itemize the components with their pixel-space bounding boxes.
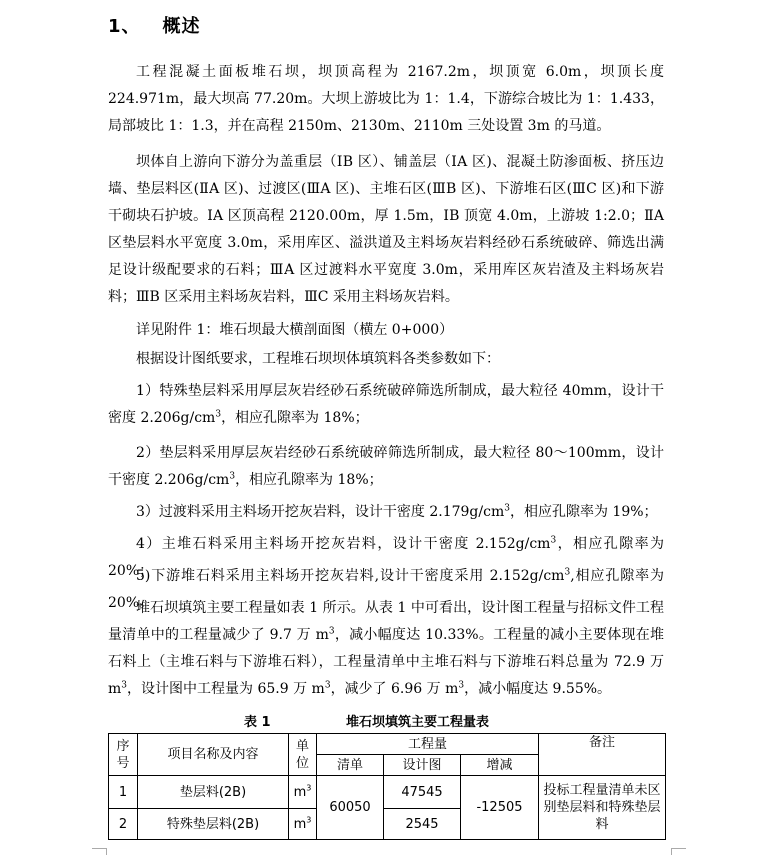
- header-list: 清单: [317, 755, 384, 776]
- table-caption-title: 堆石坝填筑主要工程量表: [346, 715, 490, 730]
- paragraph-params-intro: 根据设计图纸要求，工程堆石坝坝体填筑料各类参数如下：: [136, 351, 500, 367]
- paragraph-downstream-rockfill: 5)下游堆石料采用主料场开挖灰岩料,设计干密度采用 $2.152g/cm^3$,相应孔隙率为 20%。: [108, 567, 664, 611]
- page-corner-mark-right: [671, 848, 686, 855]
- row-no: 1: [109, 776, 138, 809]
- header-item: 项目名称及内容: [138, 734, 289, 776]
- row-remark-merged: 投标工程量清单未区别垫层料和特殊垫层料: [539, 776, 666, 840]
- row-no: 2: [109, 809, 138, 840]
- page-corner-mark-left: [92, 848, 107, 855]
- paragraph-dam-zones: 坝体自上游向下游分为盖重层（ⅠB 区）、铺盖层（ⅠA 区)、混凝土防渗面板、挤压边墙、垫层料区(ⅡA 区)、过渡区(ⅢA 区)、主堆石区(ⅢB 区)、下游堆石区(ⅢC 区)和下游干砌块石护坡。ⅠA 区顶高程 2120.00m，厚 1.5m，ⅠB 顶宽 4.0m，上游坡 1:2.0；ⅡA 区垫层料水平宽度 3.0m，采用库区、溢洪道及主料场灰岩料经砂石系统破碎、筛选出满足设计级配要求的石料；ⅢA 区过渡料水平宽度 3.0m，采用库区灰岩渣及主料场灰岩料；ⅢB 区采用主料场灰岩料，ⅢC 采用主料场灰岩料。: [108, 154, 664, 305]
- row-unit: $m^3$: [289, 809, 317, 840]
- row-design: 47545: [384, 776, 461, 809]
- paragraph-quantities-summary: 堆石坝填筑主要工程量如表 1 所示。从表 1 中可看出，设计图工程量与招标文件工程量清单中的工程量减少了 9.7 万 $m^3$，减小幅度达 10.33%。工程量的减小主要体现在堆石料上（主堆石料与下游堆石料），工程量清单中主堆石料与下游堆石料总量为 72.9 万 $m^3$，设计图中工程量为 65.9 万 $m^3$，减少了 6.96 万 $m^3$，减小幅度达 9.55%。: [108, 600, 665, 697]
- section-title: 概述: [162, 16, 201, 37]
- paragraph-attachment-ref: 详见附件 1：堆石坝最大横剖面图（横左 0+000）: [136, 322, 454, 338]
- header-unit: 单位: [289, 734, 317, 776]
- row-change-merged: -12505: [461, 776, 539, 840]
- row-list-merged: 60050: [317, 776, 384, 840]
- paragraph-cushion: 2）垫层料采用厚层灰岩经砂石系统破碎筛选所制成，最大粒径 80～100mm，设计干密度 $2.206g/cm^3$，相应孔隙率为 18%；: [108, 445, 664, 488]
- header-design: 设计图: [384, 755, 461, 776]
- row-item: 特殊垫层料(2B): [138, 809, 289, 840]
- table-header-row: [109, 734, 666, 755]
- row-unit: $m^3$: [289, 776, 317, 809]
- section-number: 1、: [108, 16, 141, 37]
- row-design: 2545: [384, 809, 461, 840]
- paragraph-transition: 3）过渡料采用主料场开挖灰岩料，设计干密度 $2.179g/cm^3$，相应孔隙率为 19%；: [136, 503, 658, 520]
- table-row: [109, 776, 666, 809]
- header-change: 增减: [461, 755, 539, 776]
- header-remark: 备注: [539, 734, 666, 776]
- row-item: 垫层料(2B): [138, 776, 289, 809]
- header-no: 序号: [109, 734, 138, 776]
- section-heading: [108, 12, 201, 38]
- paragraph-main-rockfill: 4）主堆石料采用主料场开挖灰岩料，设计干密度 $2.152g/cm^3$，相应孔隙率为 20%；: [108, 535, 665, 579]
- paragraph-special-cushion: 1）特殊垫层料采用厚层灰岩经砂石系统破碎筛选所制成，最大粒径 40mm，设计干密度 $2.206g/cm^3$，相应孔隙率为 18%；: [108, 383, 664, 426]
- quantities-table: [108, 733, 666, 840]
- header-quantity: 工程量: [317, 734, 539, 755]
- table-caption-label: 表 1: [244, 715, 271, 730]
- paragraph-dam-overview: 工程混凝土面板堆石坝，坝顶高程为 2167.2m，坝顶宽 6.0m，坝顶长度 224.971m，最大坝高 77.20m。大坝上游坡比为 1：1.4，下游综合坡比为 1：1.433，局部坡比 1：1.3，并在高程 2150m、2130m、2110m 三处设置 3m 的马道。: [108, 64, 664, 134]
